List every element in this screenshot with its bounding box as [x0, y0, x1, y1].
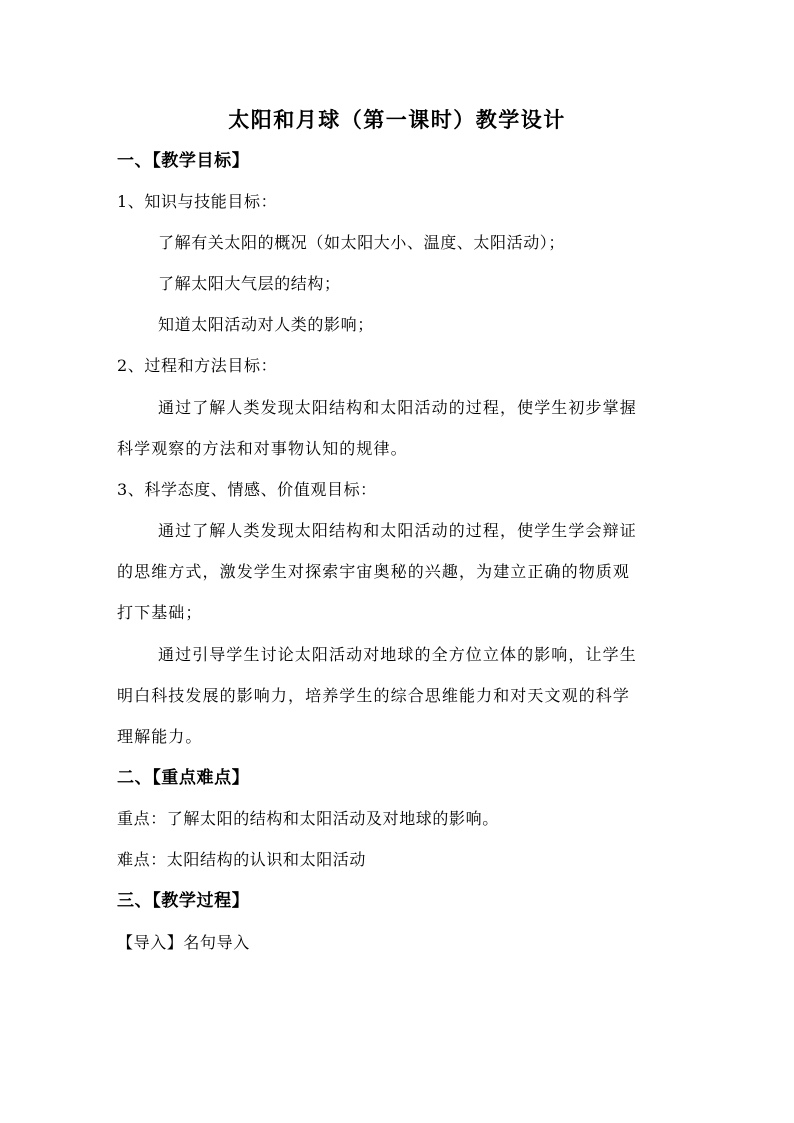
section-heading-teaching-process: 三、【教学过程】 — [117, 891, 250, 911]
document-title: 太阳和月球（第一课时）教学设计 — [228, 108, 566, 132]
goal-attitude-paragraph-line: 明白科技发展的影响力，培养学生的综合思维能力和对天文观的科学 — [117, 686, 631, 705]
section-heading-teaching-goals: 一、【教学目标】 — [117, 151, 250, 171]
goal-attitude-paragraph-line: 通过引导学生讨论太阳活动对地球的全方位立体的影响，让学生 — [158, 645, 637, 664]
goal-attitude-paragraph-line: 的思维方式，激发学生对探索宇宙奥秘的兴趣，为建立正确的物质观 — [117, 562, 631, 581]
goal-process-paragraph-line: 通过了解人类发现太阳结构和太阳活动的过程，使学生初步掌握 — [158, 398, 637, 417]
section-heading-key-points: 二、【重点难点】 — [117, 768, 250, 788]
goal-attitude-paragraph-line: 打下基础； — [117, 603, 203, 622]
goal-knowledge-label: 1、知识与技能目标： — [117, 192, 278, 211]
goal-attitude-paragraph-line: 理解能力。 — [117, 727, 203, 746]
goal-attitude-label: 3、科学态度、情感、价值观目标： — [117, 480, 377, 499]
goal-knowledge-item: 了解太阳大气层的结构； — [158, 274, 341, 293]
goal-knowledge-item: 了解有关太阳的概况（如太阳大小、温度、太阳活动）； — [158, 233, 566, 252]
goal-attitude-paragraph-line: 通过了解人类发现太阳结构和太阳活动的过程，使学生学会辩证 — [158, 521, 637, 540]
goal-process-label: 2、过程和方法目标： — [117, 356, 278, 375]
difficulty-text: 难点：太阳结构的认识和太阳活动 — [117, 850, 367, 869]
goal-process-paragraph-line: 科学观察的方法和对事物认知的规律。 — [117, 439, 408, 458]
goal-knowledge-item: 知道太阳活动对人类的影响； — [158, 315, 374, 334]
key-point-text: 重点：了解太阳的结构和太阳活动及对地球的影响。 — [117, 809, 499, 828]
intro-text: 【导入】名句导入 — [117, 933, 250, 952]
